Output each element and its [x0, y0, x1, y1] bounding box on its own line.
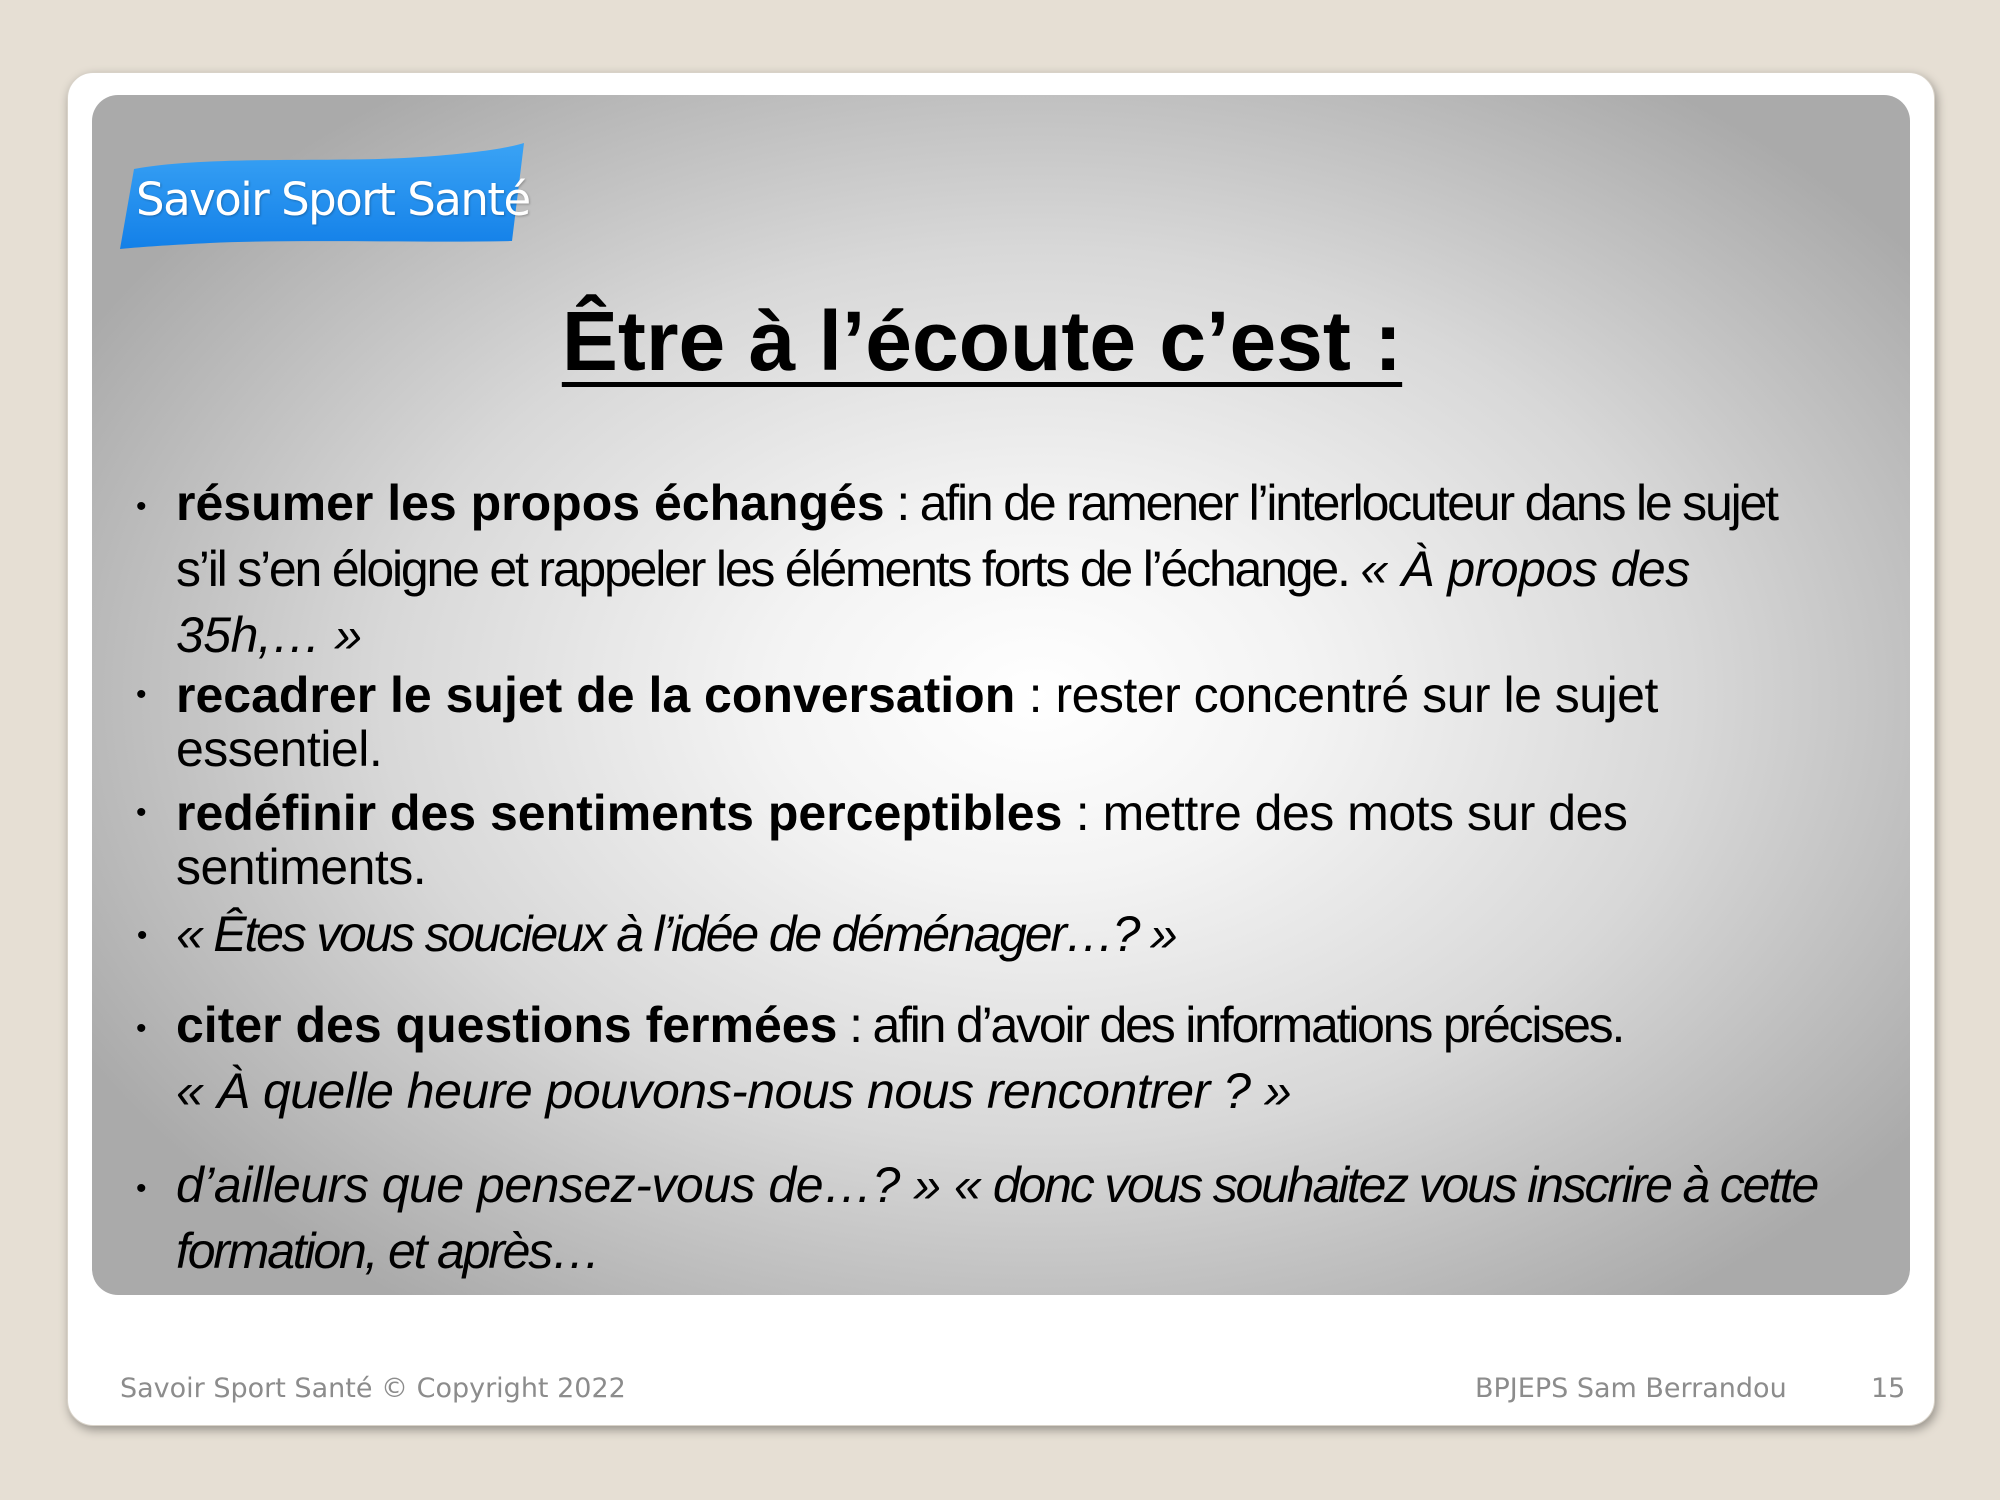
- bullet-text: : mettre des mots sur des sentiments.: [176, 785, 1628, 895]
- bullet-quote: « À quelle heure pouvons-nous nous rencontrer ? »: [176, 1063, 1292, 1119]
- bullet-text: : rester concentré sur le sujet essentiel.: [176, 667, 1658, 777]
- bullet-keyword: résumer les propos échangés: [176, 475, 885, 531]
- bullet-dot-icon: •: [135, 796, 146, 829]
- bullet-dot-icon: •: [135, 1172, 146, 1205]
- bullet-keyword: redéfinir des sentiments perceptibles: [176, 785, 1063, 841]
- bullet-keyword: recadrer le sujet de la conversation: [176, 667, 1016, 723]
- bullet-quote: « À propos des 35h,… »: [176, 541, 1690, 663]
- bullet-dot-icon: •: [136, 919, 146, 952]
- bullet-list: [135, 470, 1836, 1284]
- footer-copyright: Savoir Sport Santé © Copyright 2022: [120, 1373, 626, 1404]
- bullet-text: : afin de ramener l’interlocuteur dans le sujet s’il s’en éloigne et rappeler les éléments forts de l’échange.: [176, 475, 1777, 597]
- content-panel: [92, 95, 1910, 1295]
- bullet-item-redefine: [135, 785, 1836, 895]
- bullet-quote-continued: donc vous souhaitez vous inscrire à cette formation, et après…: [176, 1157, 1818, 1279]
- bullet-item-reframe: [135, 667, 1836, 777]
- bullet-item-follow-up: [135, 1152, 1836, 1284]
- logo: [120, 143, 530, 249]
- bullet-dot-icon: •: [135, 678, 146, 711]
- bullet-quote: d’ailleurs que pensez-vous de…? » «: [176, 1157, 982, 1213]
- footer-author: BPJEPS Sam Berrandou: [1475, 1373, 1787, 1404]
- bullet-item-summarize: [135, 470, 1836, 668]
- bullet-keyword: citer des questions fermées: [176, 997, 838, 1053]
- bullet-dot-icon: •: [135, 1012, 146, 1045]
- bullet-item-feelings-quote: [136, 904, 1836, 964]
- bullet-item-closed-questions: [135, 992, 1836, 1124]
- page-number: 15: [1871, 1373, 1906, 1404]
- bullet-text: : afin d’avoir des informations précises.: [837, 997, 1624, 1053]
- page-title: Être à l’écoute c’est :: [561, 294, 1403, 388]
- bullet-dot-icon: •: [135, 490, 146, 523]
- logo-text: Savoir Sport Santé: [136, 173, 530, 226]
- bullet-quote: « Êtes vous soucieux à l’idée de déménager…? »: [176, 906, 1176, 962]
